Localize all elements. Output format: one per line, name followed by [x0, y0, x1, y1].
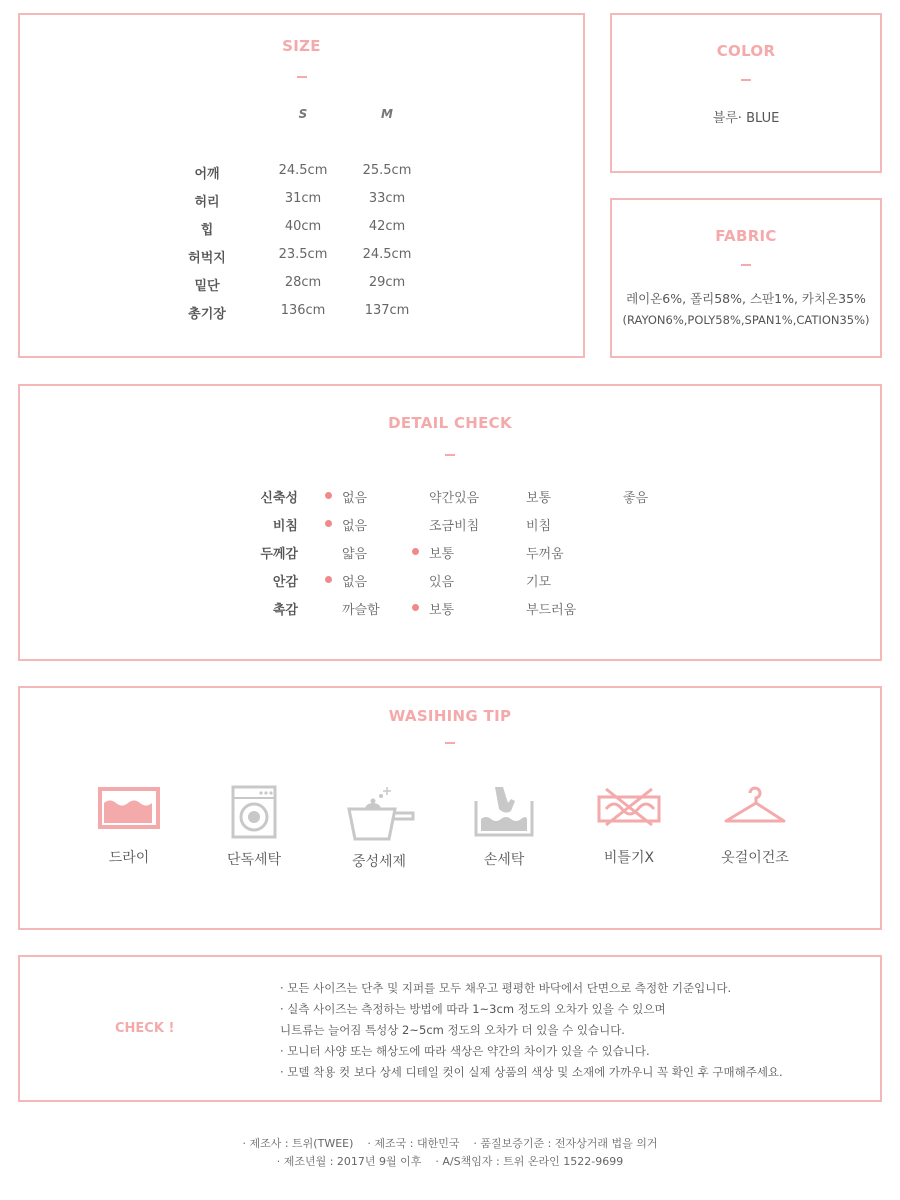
check-note: · 모든 사이즈는 단추 및 지퍼를 모두 채우고 평평한 바닥에서 단면으로 측정한 기준입니다.	[280, 981, 732, 995]
color-section	[610, 13, 882, 173]
size-row	[20, 303, 583, 331]
washing-item-handwash	[444, 785, 564, 869]
footer-manufacturer-info: · 제조사 : 트위(TWEE) · 제조국 : 대한민국 · 품질보증기준 : 전자상거래 법을 의거	[242, 1137, 658, 1150]
detergent-scoop-icon	[343, 785, 415, 843]
detail-option-label: 보통	[429, 547, 455, 562]
detail-option-selected	[429, 543, 519, 562]
size-value-m: 29cm	[368, 275, 406, 290]
washing-label-handwash: 손세탁	[483, 852, 525, 868]
color-value: 블루· BLUE	[712, 111, 780, 126]
size-header-s: S	[298, 107, 308, 121]
detail-row	[20, 571, 880, 599]
size-value-s: 23.5cm	[278, 247, 328, 262]
washing-item-detergent	[319, 785, 439, 871]
size-measure-label: 허리	[194, 195, 220, 210]
detail-attribute-label: 촉감	[272, 603, 298, 618]
detail-option-label: 까슬함	[342, 603, 380, 618]
detail-option-label: 보통	[526, 491, 552, 506]
detail-option	[526, 571, 616, 590]
washing-item-no-wring	[569, 785, 689, 867]
size-row	[20, 219, 583, 247]
detail-row	[20, 543, 880, 571]
footer-warranty-info: · 제조년월 : 2017년 9월 이후 · A/S책임자 : 트위 온라인 1522-9699	[276, 1155, 624, 1168]
detail-title-dash	[445, 454, 455, 456]
detail-option	[429, 571, 519, 590]
detail-option-label: 없음	[342, 491, 368, 506]
washing-item-dry	[69, 785, 189, 867]
size-row	[20, 163, 583, 191]
washing-tip-section	[18, 686, 882, 930]
detail-option-label: 없음	[342, 575, 368, 590]
check-note: · 모니터 사양 또는 해상도에 따라 색상은 약간의 차이가 있을 수 있습니다.	[280, 1044, 650, 1058]
size-value-s: 24.5cm	[278, 163, 328, 178]
size-row	[20, 247, 583, 275]
washing-label-hanger: 옷걸이건조	[721, 850, 789, 866]
washing-label-machine: 단독세탁	[226, 852, 282, 868]
detail-option	[526, 543, 616, 562]
size-value-m: 25.5cm	[362, 163, 412, 178]
size-measure-label: 힙	[200, 223, 214, 238]
detail-option-label: 보통	[429, 603, 455, 618]
detail-attribute-label: 신축성	[260, 491, 298, 506]
detail-option	[429, 487, 519, 506]
detail-option-label: 얇음	[342, 547, 368, 562]
detail-option-label: 기모	[526, 575, 552, 590]
fabric-title: FABRIC	[715, 227, 777, 245]
size-title: SIZE	[282, 37, 321, 55]
selected-dot-icon	[325, 520, 332, 527]
detail-attribute-label: 두께감	[260, 547, 298, 562]
size-row	[20, 191, 583, 219]
detail-row	[20, 515, 880, 543]
selected-dot-icon	[412, 604, 419, 611]
detail-option-selected	[429, 599, 519, 618]
fabric-title-dash	[741, 264, 751, 266]
washing-item-machine	[194, 785, 314, 869]
size-title-dash	[297, 76, 307, 78]
size-value-s: 28cm	[284, 275, 322, 290]
selected-dot-icon	[325, 576, 332, 583]
size-measure-label: 허벅지	[188, 251, 226, 266]
size-value-s: 136cm	[280, 303, 326, 318]
color-title: COLOR	[716, 42, 776, 60]
detail-option-selected	[342, 515, 432, 534]
detail-row	[20, 599, 880, 627]
detail-option	[526, 487, 616, 506]
detail-check-section	[18, 384, 882, 661]
washing-label-no-wring: 비틀기X	[603, 850, 655, 866]
detail-option-label: 약간있음	[429, 491, 480, 506]
fabric-composition-en: (RAYON6%,POLY58%,SPAN1%,CATION35%)	[622, 313, 870, 327]
detail-option-label: 비침	[526, 519, 552, 534]
no-wring-icon	[596, 785, 662, 829]
size-value-m: 42cm	[368, 219, 406, 234]
check-title: CHECK !	[115, 1021, 175, 1036]
detail-option	[526, 515, 616, 534]
detail-option-label: 있음	[429, 575, 455, 590]
size-measure-label: 어깨	[194, 167, 220, 182]
detail-option-selected	[342, 571, 432, 590]
selected-dot-icon	[412, 548, 419, 555]
check-note: 니트류는 늘어짐 특성상 2~5cm 정도의 오차가 더 있을 수 있습니다.	[280, 1023, 625, 1037]
size-value-s: 31cm	[284, 191, 322, 206]
hand-wash-icon	[473, 785, 535, 839]
check-note: · 실측 사이즈는 측정하는 방법에 따라 1~3cm 정도의 오차가 있을 수 있으며	[280, 1002, 666, 1016]
dry-clean-tub-icon	[96, 785, 162, 831]
detail-option	[623, 487, 713, 506]
size-measure-label: 총기장	[188, 307, 226, 322]
size-value-s: 40cm	[284, 219, 322, 234]
washing-title-dash	[445, 742, 455, 744]
detail-option	[526, 599, 616, 618]
washing-item-hanger	[695, 785, 815, 867]
detail-option-label: 두꺼움	[526, 547, 564, 562]
size-section	[18, 13, 585, 358]
detail-option-label: 부드러움	[526, 603, 577, 618]
detail-option-label: 없음	[342, 519, 368, 534]
washing-machine-icon	[231, 785, 277, 839]
washing-label-detergent: 중성세제	[351, 854, 407, 870]
size-value-m: 33cm	[368, 191, 406, 206]
size-row	[20, 275, 583, 303]
size-header-m: M	[381, 107, 393, 121]
detail-option-selected	[342, 487, 432, 506]
color-title-dash	[741, 79, 751, 81]
selected-dot-icon	[325, 492, 332, 499]
hanger-icon	[722, 785, 788, 829]
washing-title: WASIHING TIP	[388, 707, 512, 725]
size-measure-label: 밑단	[194, 279, 220, 294]
detail-attribute-label: 비침	[272, 519, 298, 534]
check-notice-section	[18, 955, 882, 1102]
detail-option	[429, 515, 519, 534]
check-note: · 모델 착용 컷 보다 상세 디테일 컷이 실제 상품의 색상 및 소재에 가까우니 꼭 확인 후 구매해주세요.	[280, 1065, 783, 1079]
fabric-composition-ko: 레이온6%, 폴리58%, 스판1%, 카치온35%	[626, 291, 866, 306]
detail-option-label: 좋음	[623, 491, 649, 506]
detail-option-label: 조금비침	[429, 519, 480, 534]
washing-label-dry: 드라이	[108, 850, 150, 866]
fabric-section	[610, 198, 882, 358]
detail-row	[20, 487, 880, 515]
size-value-m: 137cm	[364, 303, 410, 318]
detail-attribute-label: 안감	[272, 575, 298, 590]
size-value-m: 24.5cm	[362, 247, 412, 262]
detail-title: DETAIL CHECK	[388, 414, 512, 432]
